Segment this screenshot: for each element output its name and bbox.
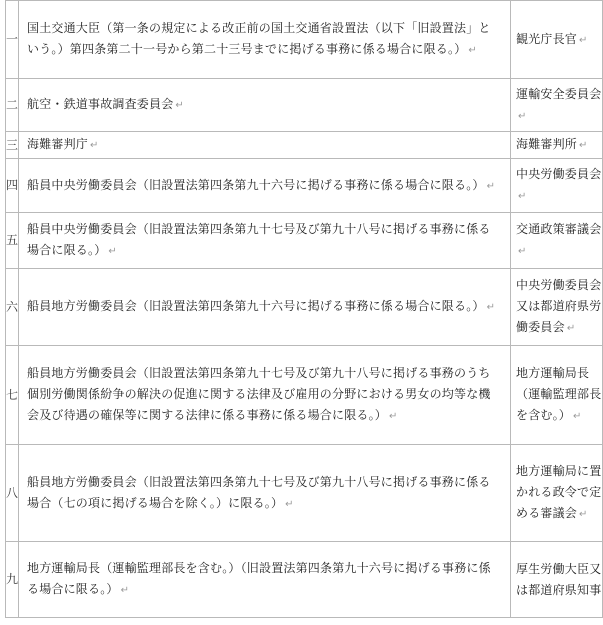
paragraph-mark-icon: ↵ bbox=[120, 585, 130, 596]
former-entity-cell bbox=[19, 213, 511, 269]
paragraph-mark-icon: ↵ bbox=[389, 411, 398, 422]
former-entity-text: 船員中央労働委員会（旧設置法第四条第九十六号に掲げる事務に係る場合に限る。） bbox=[27, 177, 485, 192]
table-row bbox=[6, 269, 603, 346]
former-entity-text: 地方運輸局長（運輸監理部長を含む。）（旧設置法第四条第九十六号に掲げる事務に係る場合に限る。） bbox=[27, 561, 491, 596]
successor-agency-cell bbox=[511, 79, 603, 132]
table-row bbox=[6, 213, 603, 269]
row-number: 八 bbox=[6, 445, 19, 542]
successor-agency-text: 中央労働委員会又は都道府県労働委員会 bbox=[516, 278, 602, 334]
successor-agency-text: 地方運輸局に置かれる政令で定める審議会 bbox=[516, 464, 602, 520]
succession-table bbox=[5, 0, 603, 618]
successor-agency-text: 交通政策審議会 bbox=[516, 222, 602, 236]
table-row bbox=[6, 445, 603, 542]
successor-agency-cell bbox=[511, 132, 603, 159]
row-number: 一 bbox=[6, 1, 19, 79]
successor-agency-text: 厚生労働大臣又は都道府県知事 bbox=[516, 561, 602, 597]
table-row bbox=[6, 1, 603, 79]
former-entity-text: 船員地方労働委員会（旧設置法第四条第九十六号に掲げる事務に係る場合に限る。） bbox=[27, 299, 485, 313]
row-number: 二 bbox=[6, 79, 19, 132]
former-entity-text: 航空・鉄道事故調査委員会 bbox=[27, 97, 174, 111]
former-entity-cell bbox=[19, 269, 511, 346]
successor-agency-cell bbox=[511, 542, 603, 618]
paragraph-mark-icon: ↵ bbox=[518, 191, 527, 202]
former-entity-text: 船員地方労働委員会（旧設置法第四条第九十七号及び第九十八号に掲げる事務のうち個別労働関係紛争の解決の促進に関する法律及び雇用の分野における男女の均等な機会及び待遇の確保等に関する法律に係る事務に係る場合に限る。） bbox=[27, 366, 491, 422]
successor-agency-text: 観光庁長官 bbox=[516, 31, 578, 46]
successor-agency-cell bbox=[511, 213, 603, 269]
former-entity-cell bbox=[19, 132, 511, 159]
row-number: 六 bbox=[6, 269, 19, 346]
paragraph-mark-icon: ↵ bbox=[108, 246, 117, 257]
paragraph-mark-icon: ↵ bbox=[579, 509, 588, 520]
former-entity-cell bbox=[19, 159, 511, 213]
row-number: 五 bbox=[6, 213, 19, 269]
former-entity-text: 船員地方労働委員会（旧設置法第四条第九十七号及び第九十八号に掲げる事務に係る場合（七の項に掲げる場合を除く。）に限る。） bbox=[27, 474, 491, 510]
former-entity-text: 国土交通大臣（第一条の規定による改正前の国土交通省設置法（以下「旧設置法」という。）第四条第二十一号から第二十三号までに掲げる事務に係る場合に限る。） bbox=[27, 21, 491, 56]
paragraph-mark-icon: ↵ bbox=[486, 302, 496, 313]
successor-agency-cell bbox=[511, 445, 603, 542]
successor-agency-text: 海難審判所 bbox=[516, 137, 578, 151]
former-entity-cell bbox=[19, 346, 511, 445]
table-row bbox=[6, 159, 603, 213]
former-entity-cell bbox=[19, 445, 511, 542]
table-row bbox=[6, 542, 603, 618]
successor-agency-text: 運輸安全委員会 bbox=[516, 86, 602, 101]
paragraph-mark-icon: ↵ bbox=[175, 100, 184, 111]
paragraph-mark-icon: ↵ bbox=[285, 498, 294, 510]
paragraph-mark-icon: ↵ bbox=[518, 110, 527, 122]
table-row bbox=[6, 132, 603, 159]
paragraph-mark-icon: ↵ bbox=[518, 246, 527, 257]
successor-agency-text: 中央労働委員会 bbox=[516, 167, 602, 181]
former-entity-text: 船員中央労働委員会（旧設置法第四条第九十七号及び第九十八号に掲げる事務に係る場合に限る。） bbox=[27, 222, 491, 257]
successor-agency-cell bbox=[511, 269, 603, 346]
successor-agency-cell bbox=[511, 1, 603, 79]
row-number: 九 bbox=[6, 542, 19, 618]
former-entity-cell bbox=[19, 542, 511, 618]
row-number: 七 bbox=[6, 346, 19, 445]
paragraph-mark-icon: ↵ bbox=[573, 411, 582, 422]
paragraph-mark-icon: ↵ bbox=[90, 140, 99, 151]
paragraph-mark-icon: ↵ bbox=[468, 45, 477, 56]
paragraph-mark-icon: ↵ bbox=[579, 34, 588, 46]
table-row bbox=[6, 79, 603, 132]
former-entity-cell bbox=[19, 1, 511, 79]
paragraph-mark-icon: ↵ bbox=[566, 323, 576, 334]
table-row bbox=[6, 346, 603, 445]
former-entity-cell bbox=[19, 79, 511, 132]
table-body bbox=[6, 1, 603, 618]
successor-agency-cell bbox=[511, 159, 603, 213]
former-entity-text: 海難審判庁 bbox=[27, 137, 89, 151]
paragraph-mark-icon: ↵ bbox=[486, 180, 496, 192]
row-number: 三 bbox=[6, 132, 19, 159]
row-number: 四 bbox=[6, 159, 19, 213]
successor-agency-cell bbox=[511, 346, 603, 445]
paragraph-mark-icon: ↵ bbox=[579, 140, 588, 151]
successor-agency-text: 地方運輸局長（運輸監理部長を含む。） bbox=[516, 366, 602, 422]
